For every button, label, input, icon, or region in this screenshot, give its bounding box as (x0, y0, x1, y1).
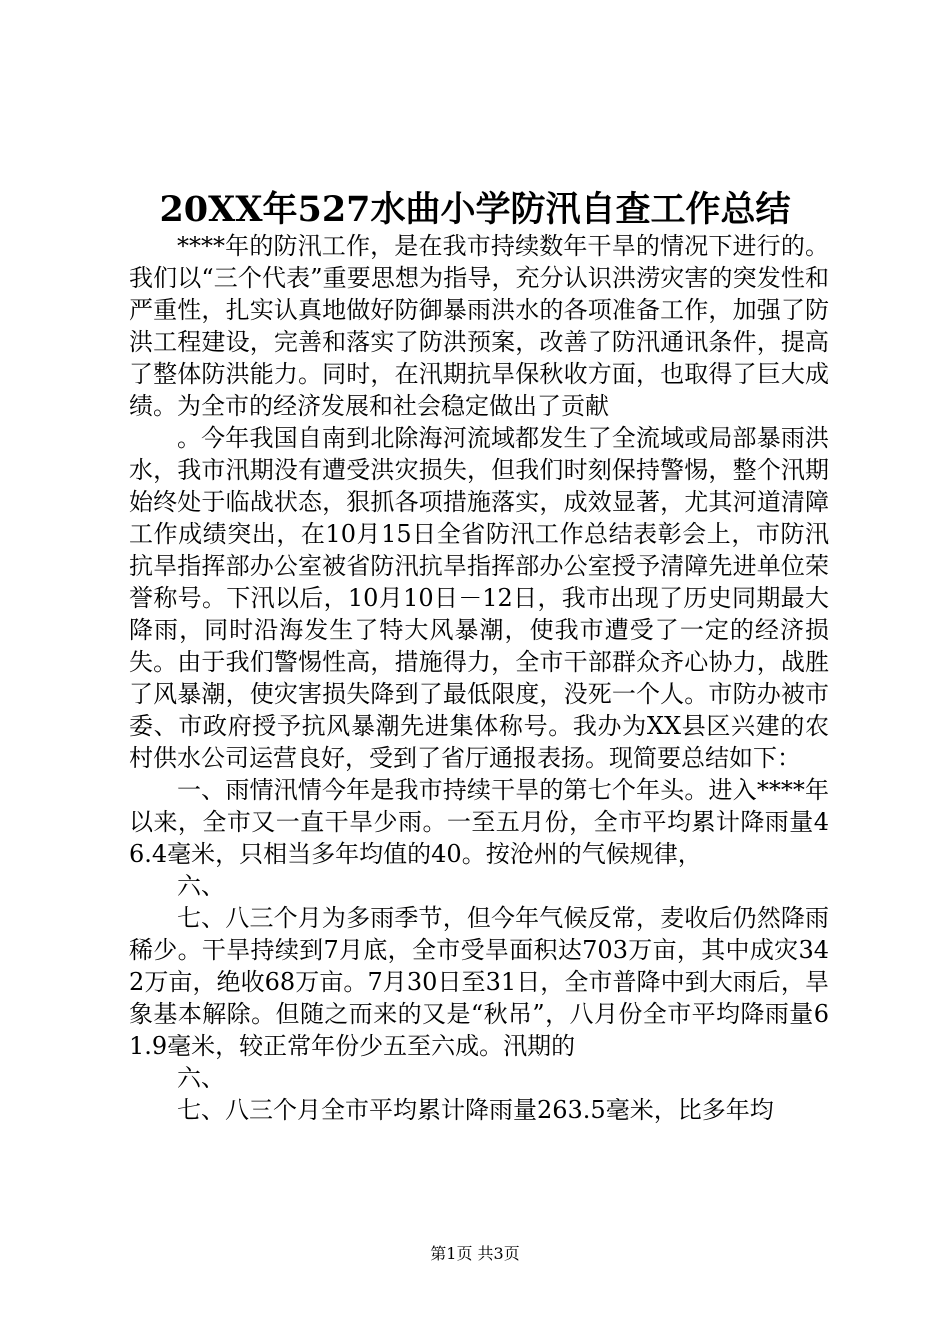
paragraph-rainfall-total: 七、八三个月全市平均累计降雨量263.5毫米，比多年均 (177, 1096, 774, 1124)
paragraph-drought: 七、八三个月为多雨季节，但今年气候反常，麦收后仍然降雨稀少。干旱持续到7月底，全市受旱面积达703万亩，其中成灾342万亩，绝收68万亩。7月30日至31日，全市普降中到大雨后，旱象基本解除。但随之而来的又是“秋吊”，八月份全市平均降雨量61.9毫米，较正常年份少五至六成。汛期的 (129, 904, 829, 1060)
paragraph-summary: 。今年我国自南到北除海河流域都发生了全流域或局部暴雨洪水，我市汛期没有遭受洪灾损失，但我们时刻保持警惕，整个汛期始终处于临战状态，狠抓各项措施落实，成效显著，尤其河道清障工作成绩突出，在10月15日全省防汛工作总结表彰会上，市防汛抗旱指挥部办公室被省防汛抗旱指挥部办公室授予清障先进单位荣誉称号。下汛以后，10月10日－12日，我市出现了历史同期最大降雨，同时沿海发生了特大风暴潮，使我市遭受了一定的经济损失。由于我们警惕性高，措施得力，全市干部群众齐心协力，战胜了风暴潮，使灾害损失降到了最低限度，没死一个人。市防办被市委、市政府授予抗风暴潮先进集体称号。我办为XX县区兴建的农村供水公司运营良好，受到了省厅通报表扬。现简要总结如下： (129, 424, 829, 772)
paragraph-fragment-six-b: 六、 (177, 1064, 225, 1092)
page-footer: 第1页 共3页 (430, 1244, 520, 1263)
document-body (129, 230, 829, 1126)
paragraph-rain-situation: 一、雨情汛情今年是我市持续干旱的第七个年头。进入****年以来，全市又一直干旱少雨。一至五月份，全市平均累计降雨量46.4毫米，只相当多年均值的40。按沧州的气候规律， (129, 776, 829, 868)
document-title: 20XX年527水曲小学防汛自查工作总结 (159, 189, 791, 230)
paragraph-intro: ****年的防汛工作，是在我市持续数年干旱的情况下进行的。我们以“三个代表”重要思想为指导，充分认识洪涝灾害的突发性和严重性，扎实认真地做好防御暴雨洪水的各项准备工作，加强了防洪工程建设，完善和落实了防洪预案，改善了防汛通讯条件，提高了整体防洪能力。同时，在汛期抗旱保秋收方面，也取得了巨大成绩。为全市的经济发展和社会稳定做出了贡献 (129, 232, 829, 420)
paragraph-fragment-six-a: 六、 (177, 872, 225, 900)
